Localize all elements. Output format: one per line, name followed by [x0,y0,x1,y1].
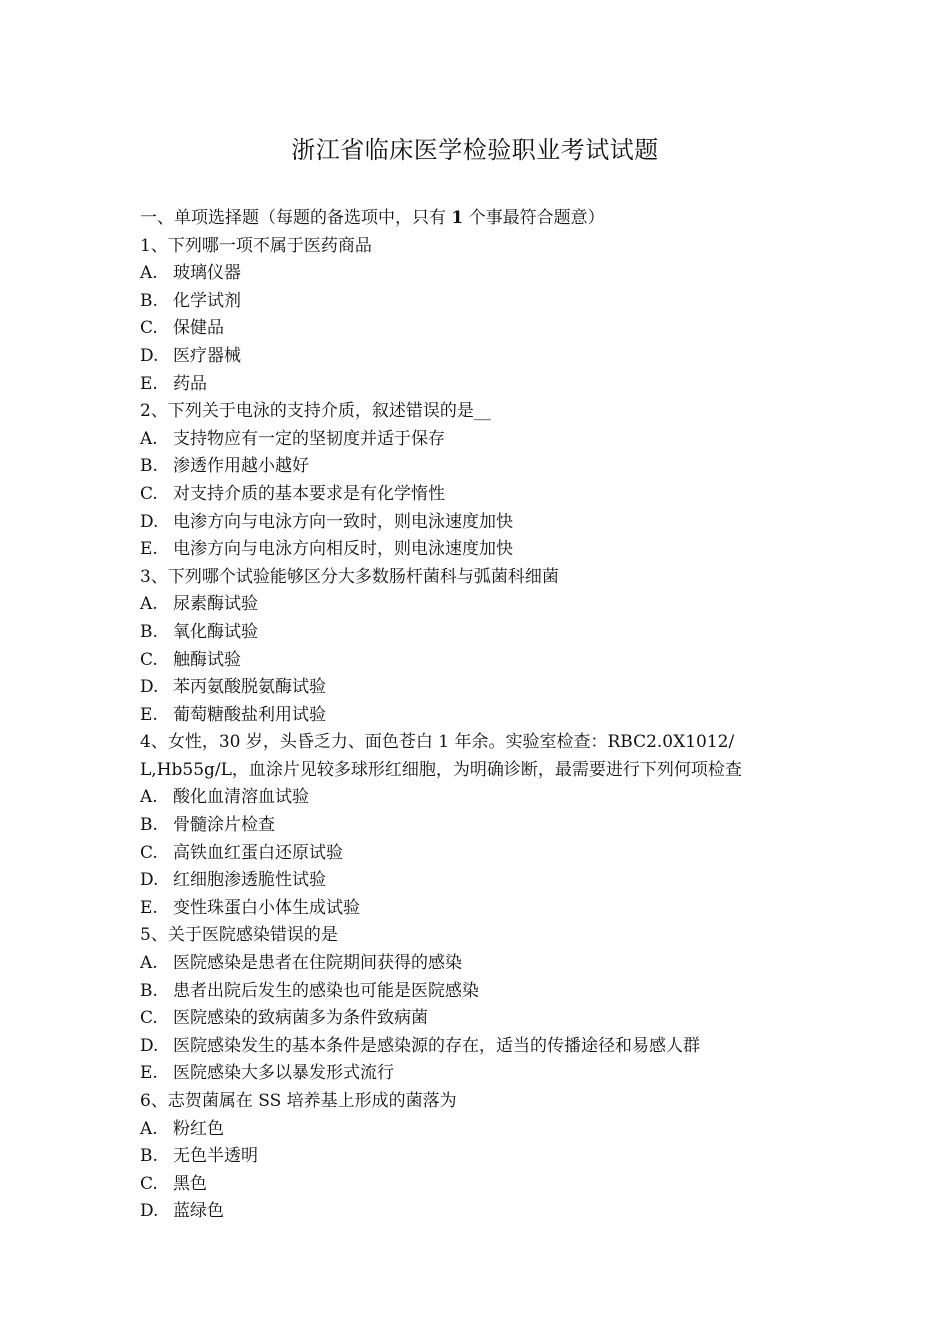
option-text: 支持物应有一定的坚韧度并适于保存 [173,428,445,449]
option-a [140,426,820,454]
question-stem: 2、下列关于电泳的支持介质，叙述错误的是__ [140,401,491,422]
option-letter: E. [140,1063,158,1084]
option-text: 氧化酶试验 [173,621,258,642]
document-body [140,205,820,1226]
question-1 [140,233,820,399]
option-text: 骨髓涂片检查 [173,815,275,836]
option-c [140,1005,820,1033]
option-letter: C. [140,649,158,670]
option-c [140,647,820,675]
question-stem: 5、关于医院感染错误的是 [140,925,338,946]
option-d [140,1033,820,1061]
option-letter: D. [140,870,159,891]
option-letter: C. [140,318,158,339]
option-c [140,840,820,868]
option-a [140,784,820,812]
option-letter: B. [140,290,158,311]
option-e [140,536,820,564]
option-text: 医院感染是患者在住院期间获得的感染 [173,953,462,974]
option-b [140,619,820,647]
option-d [140,674,820,702]
option-text: 变性珠蛋白小体生成试验 [173,897,360,918]
option-letter: E. [140,539,158,560]
option-text: 蓝绿色 [173,1201,224,1222]
question-3 [140,564,820,730]
option-text: 苯丙氨酸脱氨酶试验 [173,677,326,698]
option-letter: D. [140,677,159,698]
section-heading-suffix: 个事最符合题意） [468,208,605,228]
option-b [140,1143,820,1171]
option-letter: A. [140,1118,158,1139]
option-letter: A. [140,787,158,808]
option-b [140,453,820,481]
option-letter: D. [140,345,159,366]
option-text: 药品 [173,373,207,394]
option-letter: E. [140,704,158,725]
option-text: 无色半透明 [173,1146,258,1167]
question-stem-line-2: L,Hb55g/L，血涂片见较多球形红细胞，为明确诊断，最需要进行下列何项检查 [140,759,742,780]
option-a [140,950,820,978]
option-e [140,702,820,730]
option-text: 渗透作用越小越好 [173,456,309,477]
option-b [140,978,820,1006]
option-letter: C. [140,1008,158,1029]
option-text: 玻璃仪器 [173,263,241,284]
option-d [140,1198,820,1226]
question-stem-line-1: 4、女性，30 岁，头昏乏力、面色苍白 1 年余。实验室检查：RBC2.0Ⅹ1012/ [140,732,735,753]
option-text: 医院感染大多以暴发形式流行 [173,1063,394,1084]
option-a [140,591,820,619]
option-letter: B. [140,1146,158,1167]
section-heading [140,205,820,233]
option-b [140,288,820,316]
option-letter: C. [140,1173,158,1194]
option-letter: B. [140,621,158,642]
option-letter: A. [140,953,158,974]
option-text: 尿素酶试验 [173,594,258,615]
option-text: 电渗方向与电泳方向一致时，则电泳速度加快 [173,511,513,532]
option-b [140,812,820,840]
option-letter: A. [140,594,158,615]
option-text: 红细胞渗透脆性试验 [173,870,326,891]
option-text: 电渗方向与电泳方向相反时，则电泳速度加快 [173,539,513,560]
option-text: 触酶试验 [173,649,241,670]
option-e [140,1060,820,1088]
option-c [140,1171,820,1199]
question-stem: 6、志贺菌属在 SS 培养基上形成的菌落为 [140,1091,457,1111]
option-letter: A. [140,428,158,449]
option-letter: B. [140,456,158,477]
option-text: 酸化血清溶血试验 [173,787,309,808]
option-a [140,260,820,288]
option-letter: B. [140,815,158,836]
option-c [140,315,820,343]
question-4 [140,729,820,922]
section-heading-prefix: 一、单项选择题（每题的备选项中，只有 [140,208,446,228]
option-letter: C. [140,842,158,863]
option-a [140,1116,820,1144]
option-text: 粉红色 [173,1118,224,1139]
option-letter: D. [140,1201,159,1222]
question-6 [140,1088,820,1226]
option-c [140,481,820,509]
question-5 [140,922,820,1088]
document-title: 浙江省临床医学检验职业考试试题 [291,136,659,164]
option-d [140,343,820,371]
option-letter: D. [140,511,159,532]
option-letter: C. [140,483,158,504]
option-text: 医疗器械 [173,345,241,366]
option-text: 医院感染发生的基本条件是感染源的存在，适当的传播途径和易感人群 [173,1035,700,1056]
option-text: 保健品 [173,318,224,339]
option-text: 医院感染的致病菌多为条件致病菌 [173,1008,428,1029]
option-letter: B. [140,980,158,1001]
question-stem: 3、下列哪个试验能够区分大多数肠杆菌科与弧菌科细菌 [140,566,559,587]
option-text: 黑色 [173,1173,207,1194]
question-stem: 1、下列哪一项不属于医药商品 [140,235,372,256]
section-heading-number: 1 [451,208,464,228]
option-e [140,895,820,923]
option-letter: E. [140,373,158,394]
option-d [140,867,820,895]
option-letter: A. [140,263,158,284]
option-text: 对支持介质的基本要求是有化学惰性 [173,483,445,504]
option-text: 患者出院后发生的感染也可能是医院感染 [173,980,479,1001]
option-e [140,371,820,399]
option-text: 化学试剂 [173,290,241,311]
option-text: 葡萄糖酸盐利用试验 [173,704,326,725]
option-d [140,509,820,537]
option-letter: D. [140,1035,159,1056]
option-letter: E. [140,897,158,918]
question-2 [140,398,820,564]
option-text: 高铁血红蛋白还原试验 [173,842,343,863]
